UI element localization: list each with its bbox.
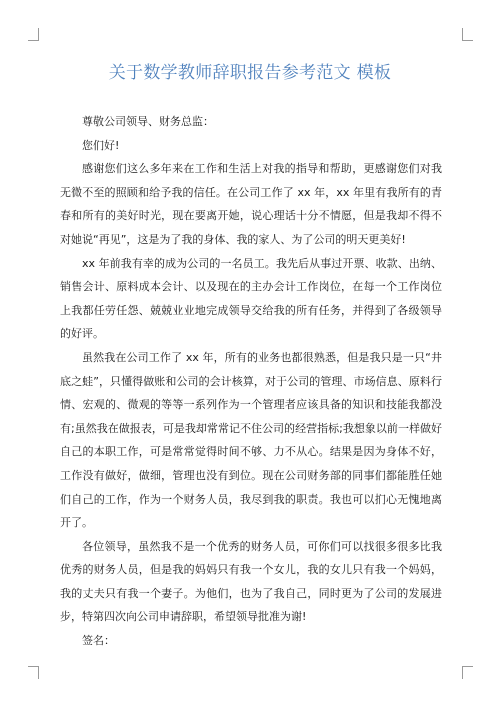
body-paragraph-4: 各位领导，虽然我不是一个优秀的财务人员，可你们可以找很多很多比我优秀的财务人员，但是我的妈妈只有我一个女儿，我的女儿只有我一个妈妈，我的丈夫只有我一个妻子。为他们，也为了我自己，同时更为了公司的发展进步，特第四次向公司申请辞职，希望领导批准为谢!: [60, 539, 442, 624]
salutation: 尊敬公司领导、财务总监：: [82, 115, 214, 128]
body-paragraph-3: 虽然我在公司工作了 xx 年，所有的业务也都很熟悉，但是我只是一只“井底之蛙”，只懂得做账和公司的会计核算，对于公司的管理、市场信息、原料行情、宏观的、微观的等等一系列作为一个管理者应该具备的知识和技能我都没有;虽然我在做报表，可是我却常常记不住公司的经营指标;我想象以前一样做好自己的本职工作，可是常常觉得时间不够、力不从心。结果是因为身体不好，工作没有做好，做细，管理也没有到位。现在公司财务部的同事们都能胜任她们自己的工作，作为一个财务人员，我尽到我的职责。我也可以扪心无愧地离开了。: [60, 350, 442, 530]
crop-mark-bottom-left: [28, 666, 39, 679]
document-body: [60, 110, 442, 653]
document-title: 关于数学教师辞职报告参考范文 模板: [108, 63, 392, 83]
crop-mark-bottom-right: [462, 666, 473, 679]
crop-mark-top-right: [462, 28, 473, 41]
crop-mark-top-left: [28, 28, 39, 41]
greeting: 您们好!: [82, 138, 120, 152]
signature-line: 签名：: [82, 634, 115, 648]
body-paragraph-2: xx 年前我有幸的成为公司的一名员工。我先后从事过开票、收款、出纳、销售会计、原料成本会计、以及现在的主办会计工作岗位，在每一个工作岗位上我都任劳任怨、兢兢业业地完成领导交给我的所有任务，并得到了各级领导的好评。: [60, 256, 442, 341]
body-paragraph-1: 感谢您们这么多年来在工作和生活上对我的指导和帮助，更感谢您们对我无微不至的照顾和给予我的信任。在公司工作了 xx 年，xx 年里有我所有的青春和所有的美好时光，现在要离开她，说心理话十分不情愿，但是我却不得不对她说“再见”，这是为了我的身体、我的家人、为了公司的明天更美好!: [60, 162, 442, 246]
